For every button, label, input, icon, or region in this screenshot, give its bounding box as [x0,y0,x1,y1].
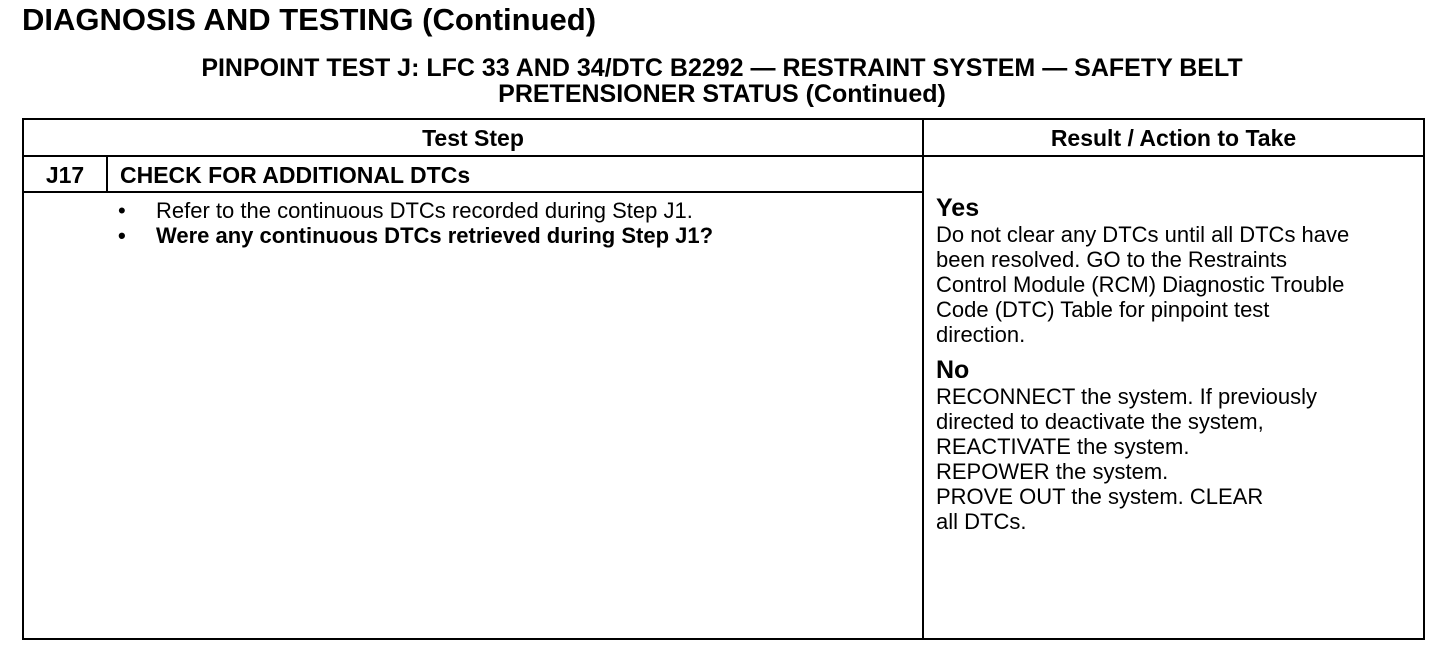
step-instructions [112,198,713,248]
pinpoint-test-table [22,118,1425,640]
result-yes-action: Do not clear any DTCs until all DTCs have been resolved. GO to the Restraints Control Module (RCM) Diagnostic Trouble Code (DTC) Table for pinpoint test direction. [936,222,1350,347]
result-no [936,356,1422,534]
instruction-question [112,223,713,248]
pinpoint-test-title [22,55,1422,107]
step-title: CHECK FOR ADDITIONAL DTCs [120,162,471,188]
test-title-line-2: PRETENSIONER STATUS (Continued) [498,80,946,108]
page-heading: DIAGNOSIS AND TESTING (Continued) [22,2,597,37]
column-divider [922,120,924,638]
bullet-icon: • [118,223,126,248]
header-test-step: Test Step [422,125,524,151]
test-title-line-1: PINPOINT TEST J: LFC 33 AND 34/DTC B2292 — RESTRAINT SYSTEM — SAFETY BELT [201,54,1243,82]
bullet-icon: • [118,198,126,223]
result-yes-label: Yes [936,194,980,222]
header-result-action: Result / Action to Take [1050,125,1297,151]
result-yes [936,194,1422,347]
result-no-label: No [936,356,970,384]
instruction-text: Were any continuous DTCs retrieved during Step J1? [156,223,714,248]
step-id-divider [106,156,108,192]
result-no-action: RECONNECT the system. If previously directed to deactivate the system, REACTIVATE the system. REPOWER the system. PROVE OUT the system. CLEAR all DTCs. [936,384,1318,534]
step-id: J17 [45,162,85,188]
instruction-text: Refer to the continuous DTCs recorded during Step J1. [156,198,693,223]
instruction-item [112,198,713,223]
